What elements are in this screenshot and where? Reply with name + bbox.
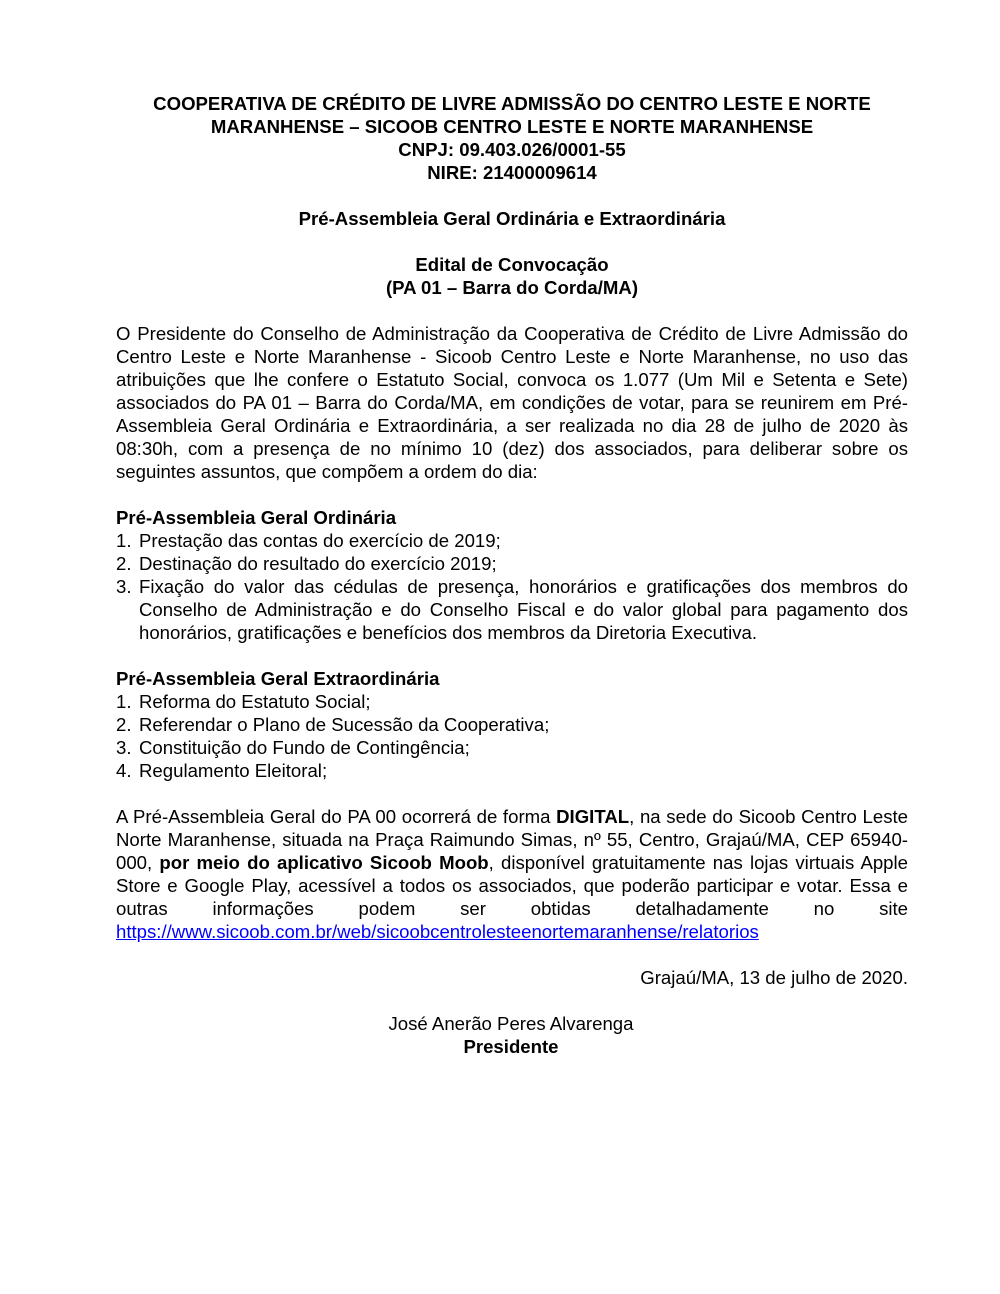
signature-block (211, 1012, 811, 1058)
item-text: Referendar o Plano de Sucessão da Cooperativa; (139, 714, 550, 735)
closing-text-2: , na sede do Sicoob Centro Leste Norte Maranhense, situada na Praça Raimundo Simas, nº 55, Centro, Grajaú/MA, CEP 65940-000, (116, 806, 909, 873)
item-number: 3. (116, 576, 132, 597)
item-text: Regulamento Eleitoral; (139, 760, 328, 781)
notice-subtitle: (PA 01 – Barra do Corda/MA) (385, 277, 639, 298)
closing-text-3: , disponível gratuitamente nas lojas virtuais Apple Store e Google Play, acessível a todos os associados, que poderão participar e votar. Essa e outras informações podem ser obtidas detalhadamente no site (116, 852, 908, 919)
closing-paragraph (116, 805, 908, 943)
extraordinary-section (116, 667, 908, 782)
document-title: Pré-Assembleia Geral Ordinária e Extraordinária (298, 208, 726, 229)
list-item (116, 759, 908, 782)
cnpj-line: CNPJ: 09.403.026/0001-55 (398, 139, 626, 160)
digital-emphasis: DIGITAL (556, 806, 630, 827)
item-text: Constituição do Fundo de Contingência; (139, 737, 470, 758)
header-line-1: COOPERATIVA DE CRÉDITO DE LIVRE ADMISSÃO DO CENTRO LESTE E NORTE (153, 93, 871, 114)
item-text: Destinação do resultado do exercício 2019; (139, 553, 497, 574)
cooperative-header (116, 92, 908, 184)
list-item (116, 713, 908, 736)
list-item (116, 529, 908, 552)
extraordinary-section-title: Pré-Assembleia Geral Extraordinária (116, 668, 440, 689)
ordinary-section (116, 506, 908, 644)
ordinary-agenda-list (116, 529, 908, 644)
nire-line: NIRE: 21400009614 (427, 162, 597, 183)
item-number: 2. (116, 553, 132, 574)
item-text: Prestação das contas do exercício de 2019; (139, 530, 501, 551)
list-item (116, 575, 908, 644)
date-line: Grajaú/MA, 13 de julho de 2020. (640, 967, 908, 988)
header-line-2: MARANHENSE – SICOOB CENTRO LESTE E NORTE MARANHENSE (210, 116, 814, 137)
app-emphasis: por meio do aplicativo Sicoob Moob (159, 852, 489, 873)
item-number: 4. (116, 760, 132, 781)
notice-heading (116, 253, 908, 299)
intro-paragraph: O Presidente do Conselho de Administração da Cooperativa de Crédito de Livre Admissão do Centro Leste e Norte Maranhense - Sicoob Centro Leste e Norte Maranhense, no uso das atribuições que lhe confere o Estatuto Social, convoca os 1.077 (Um Mil e Setenta e Sete) associados do PA 01 – Barra do Corda/MA, em condições de votar, para se reunirem em Pré-Assembleia Geral Ordinária e Extraordinária, a ser realizada no dia 28 de julho de 2020 às 08:30h, com a presença de no mínimo 10 (dez) dos associados, para deliberar sobre os seguintes assuntos, que compõem a ordem do dia: (116, 323, 908, 482)
item-number: 1. (116, 691, 132, 712)
list-item (116, 736, 908, 759)
reports-link[interactable]: https://www.sicoob.com.br/web/sicoobcentrolesteenortemaranhense/relatorios (116, 921, 759, 942)
notice-title: Edital de Convocação (415, 254, 609, 275)
list-item (116, 690, 908, 713)
list-item (116, 552, 908, 575)
signatory-role: Presidente (463, 1036, 559, 1057)
signatory-name: José Anerão Peres Alvarenga (388, 1013, 634, 1034)
item-number: 3. (116, 737, 132, 758)
ordinary-section-title: Pré-Assembleia Geral Ordinária (116, 507, 397, 528)
extraordinary-agenda-list (116, 690, 908, 782)
item-text: Fixação do valor das cédulas de presença, honorários e gratificações dos membros do Conselho de Administração e do Conselho Fiscal e do valor global para pagamento dos honorários, gratificações e benefícios dos membros da Diretoria Executiva. (139, 576, 908, 643)
closing-text-1: A Pré-Assembleia Geral do PA 00 ocorrerá de forma (116, 806, 557, 827)
document-page (116, 92, 908, 1058)
item-text: Reforma do Estatuto Social; (139, 691, 371, 712)
item-number: 2. (116, 714, 132, 735)
item-number: 1. (116, 530, 132, 551)
